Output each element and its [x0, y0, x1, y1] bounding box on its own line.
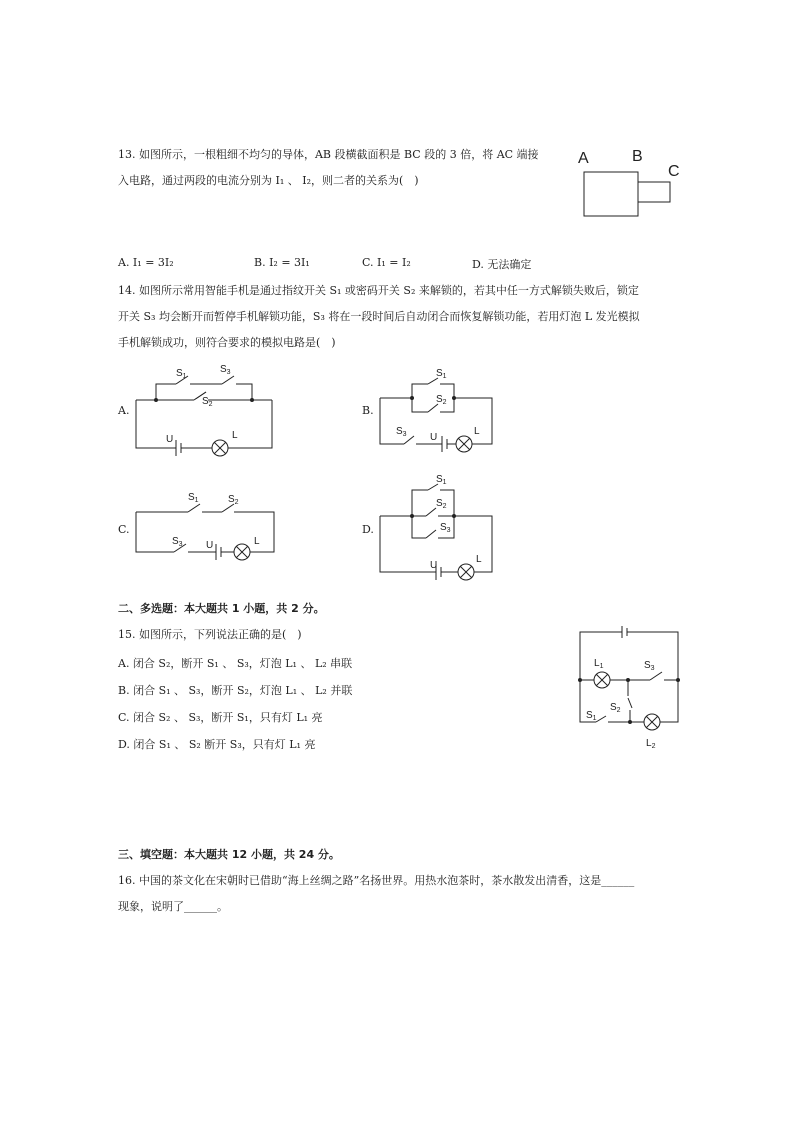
q13-option-d[interactable]: D. 无法确定: [472, 258, 532, 271]
q15-s1-label: $S_1$: [586, 710, 597, 722]
q13-label-c: C: [668, 163, 680, 180]
q13-thin-segment: [638, 182, 670, 202]
q14a-u-label: U: [166, 434, 174, 445]
q14-option-c[interactable]: C.: [118, 523, 130, 536]
q13-option-c[interactable]: C. I₁ = I₂: [362, 256, 411, 269]
section2-heading: 二、多选题：本大题共 1 小题，共 2 分。: [118, 602, 325, 615]
q16-line1: 16. 中国的茶文化在宋朝时已借助“海上丝绸之路”名扬世界。用热水泡茶时，茶水散发出清香，这是______: [118, 874, 635, 887]
q14d-s1-label: $S_1$: [436, 474, 447, 486]
q14b-s1-label: $S_1$: [436, 368, 447, 380]
q14-line1: 14. 如图所示常用智能手机是通过指纹开关 S₁ 或密码开关 S₂ 来解锁的，若其中任一方式解锁失败后，锁定: [118, 284, 639, 297]
q14-line2: 开关 S₃ 均会断开而暂停手机解锁功能，S₃ 将在一段时间后自动闭合而恢复解锁功能，若用灯泡 L 发光模拟: [118, 310, 640, 323]
q13-conductor-figure: [570, 146, 690, 226]
q14d-s2-label: $S_2$: [436, 498, 447, 510]
q13-thick-segment: [584, 172, 638, 216]
q14-line3: 手机解锁成功，则符合要求的模拟电路是( ): [118, 336, 336, 349]
q14-option-d[interactable]: D.: [362, 523, 374, 536]
q13-line1: 13. 如图所示，一根粗细不均匀的导体，AB 段横截面积是 BC 段的 3 倍，将 AC 端接: [118, 148, 539, 161]
q14-circuit-d: [376, 472, 500, 578]
q14a-l-label: L: [232, 430, 238, 441]
q14c-u-label: U: [206, 540, 214, 551]
q14b-l-label: L: [474, 426, 480, 437]
q13-option-b[interactable]: B. I₂ = 3I₁: [254, 256, 310, 269]
q14c-l-label: L: [254, 536, 260, 547]
q14d-l-label: L: [476, 554, 482, 565]
q15-l2-label: $L_2$: [646, 738, 656, 750]
q15-option-a[interactable]: A. 闭合 S₂，断开 S₁ 、 S₃，灯泡 L₁ 、 L₂ 串联: [118, 657, 353, 670]
q14b-s2-label: $S_2$: [436, 394, 447, 406]
q15-option-b[interactable]: B. 闭合 S₁ 、 S₃，断开 S₂，灯泡 L₁ 、 L₂ 并联: [118, 684, 353, 697]
q14b-u-label: U: [430, 432, 438, 443]
q15-l1-label: $L_1$: [594, 658, 604, 670]
q14d-s3-label: $S_3$: [440, 522, 451, 534]
q14a-s3-label: $S_3$: [220, 364, 231, 376]
q14a-s2-label: $S_2$: [202, 396, 213, 408]
q14-option-a[interactable]: A.: [118, 404, 130, 417]
q14c-s1-label: $S_1$: [188, 492, 199, 504]
q15-option-d[interactable]: D. 闭合 S₁ 、 S₂ 断开 S₃，只有灯 L₁ 亮: [118, 738, 316, 751]
q14a-s1-label: $S_1$: [176, 368, 187, 380]
q14c-s2-label: $S_2$: [228, 494, 239, 506]
q15-option-c[interactable]: C. 闭合 S₂ 、 S₃，断开 S₁，只有灯 L₁ 亮: [118, 711, 323, 724]
q14d-u-label: U: [430, 560, 438, 571]
q15-s3-label: $S_3$: [644, 660, 655, 672]
q13-option-a[interactable]: A. I₁ = 3I₂: [118, 256, 174, 269]
q14b-s3-label: $S_3$: [396, 426, 407, 438]
q14c-s3-label: $S_3$: [172, 536, 183, 548]
q13-label-b: B: [632, 148, 643, 165]
q13-label-a: A: [578, 150, 589, 167]
q16-line2: 现象，说明了______。: [118, 900, 228, 913]
q15-circuit: [572, 624, 690, 758]
q15-stem: 15. 如图所示，下列说法正确的是( ): [118, 628, 302, 641]
section3-heading: 三、填空题：本大题共 12 小题，共 24 分。: [118, 848, 340, 861]
q13-line2: 入电路，通过两段的电流分别为 I₁ 、 I₂，则二者的关系为( ): [118, 174, 419, 187]
q14-circuit-a: [128, 362, 278, 458]
q15-s2-label: $S_2$: [610, 702, 621, 714]
q14-circuit-c: [132, 488, 282, 562]
q14-circuit-b: [376, 364, 500, 456]
q14-option-b[interactable]: B.: [362, 404, 374, 417]
